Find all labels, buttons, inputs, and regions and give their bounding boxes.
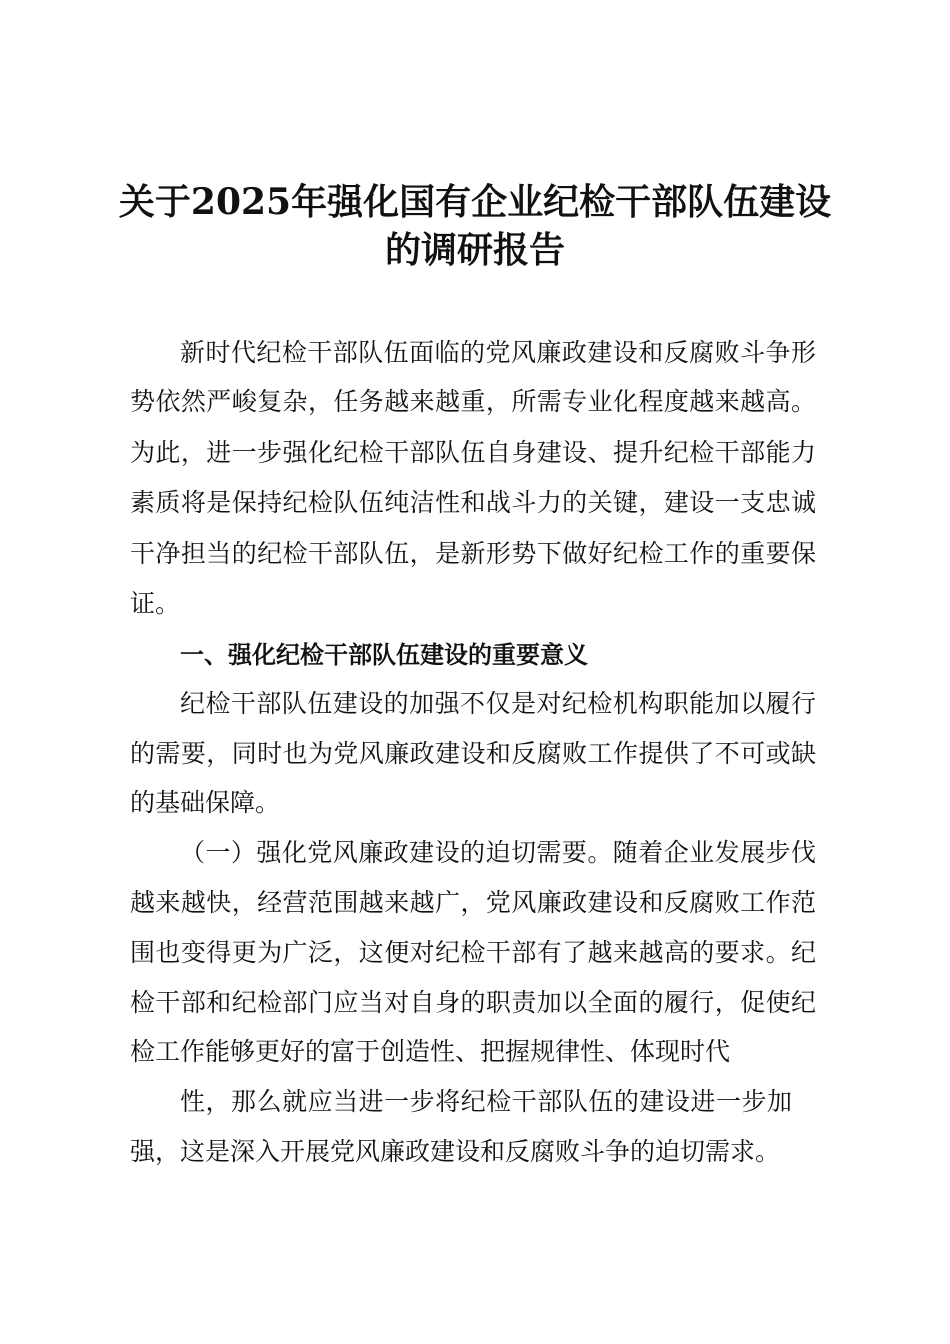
document-title-line-1: 关于2025年强化国有企业纪检干部队伍建设 — [118, 181, 832, 223]
paragraph-3-line-4: 检干部和纪检部门应当对自身的职责加以全面的履行，促使纪 — [130, 988, 816, 1017]
paragraph-3-line-2: 越来越快，经营范围越来越广，党风廉政建设和反腐败工作范 — [130, 888, 816, 917]
paragraph-3-line-3: 围也变得更为广泛，这便对纪检干部有了越来越高的要求。纪 — [130, 938, 816, 967]
section-heading-1: 一、强化纪检干部队伍建设的重要意义 — [180, 641, 588, 669]
paragraph-1-line-3: 为此，进一步强化纪检干部队伍自身建设、提升纪检干部能力 — [130, 438, 816, 467]
paragraph-4-line-2: 强，这是深入开展党风廉政建设和反腐败斗争的迫切需求。 — [130, 1137, 781, 1166]
paragraph-2-line-2: 的需要，同时也为党风廉政建设和反腐败工作提供了不可或缺 — [130, 739, 816, 768]
paragraph-2-line-1: 纪检干部队伍建设的加强不仅是对纪检机构职能加以履行 — [180, 689, 816, 718]
paragraph-4-line-1: 性，那么就应当进一步将纪检干部队伍的建设进一步加 — [180, 1087, 792, 1116]
paragraph-1-line-2: 势依然严峻复杂，任务越来越重，所需专业化程度越来越高。 — [130, 387, 816, 416]
paragraph-2-line-3: 的基础保障。 — [130, 788, 281, 817]
paragraph-3-line-5: 检工作能够更好的富于创造性、把握规律性、体现时代 — [130, 1037, 731, 1066]
paragraph-1-line-6: 证。 — [130, 589, 181, 618]
paragraph-1-line-5: 干净担当的纪检干部队伍，是新形势下做好纪检工作的重要保 — [130, 539, 816, 568]
paragraph-1-line-1: 新时代纪检干部队伍面临的党风廉政建设和反腐败斗争形 — [180, 338, 816, 367]
paragraph-3-line-1: （一）强化党风廉政建设的迫切需要。随着企业发展步伐 — [180, 838, 816, 867]
paragraph-1-line-4: 素质将是保持纪检队伍纯洁性和战斗力的关键，建设一支忠诚 — [130, 488, 816, 517]
document-title-line-2: 的调研报告 — [384, 229, 565, 271]
